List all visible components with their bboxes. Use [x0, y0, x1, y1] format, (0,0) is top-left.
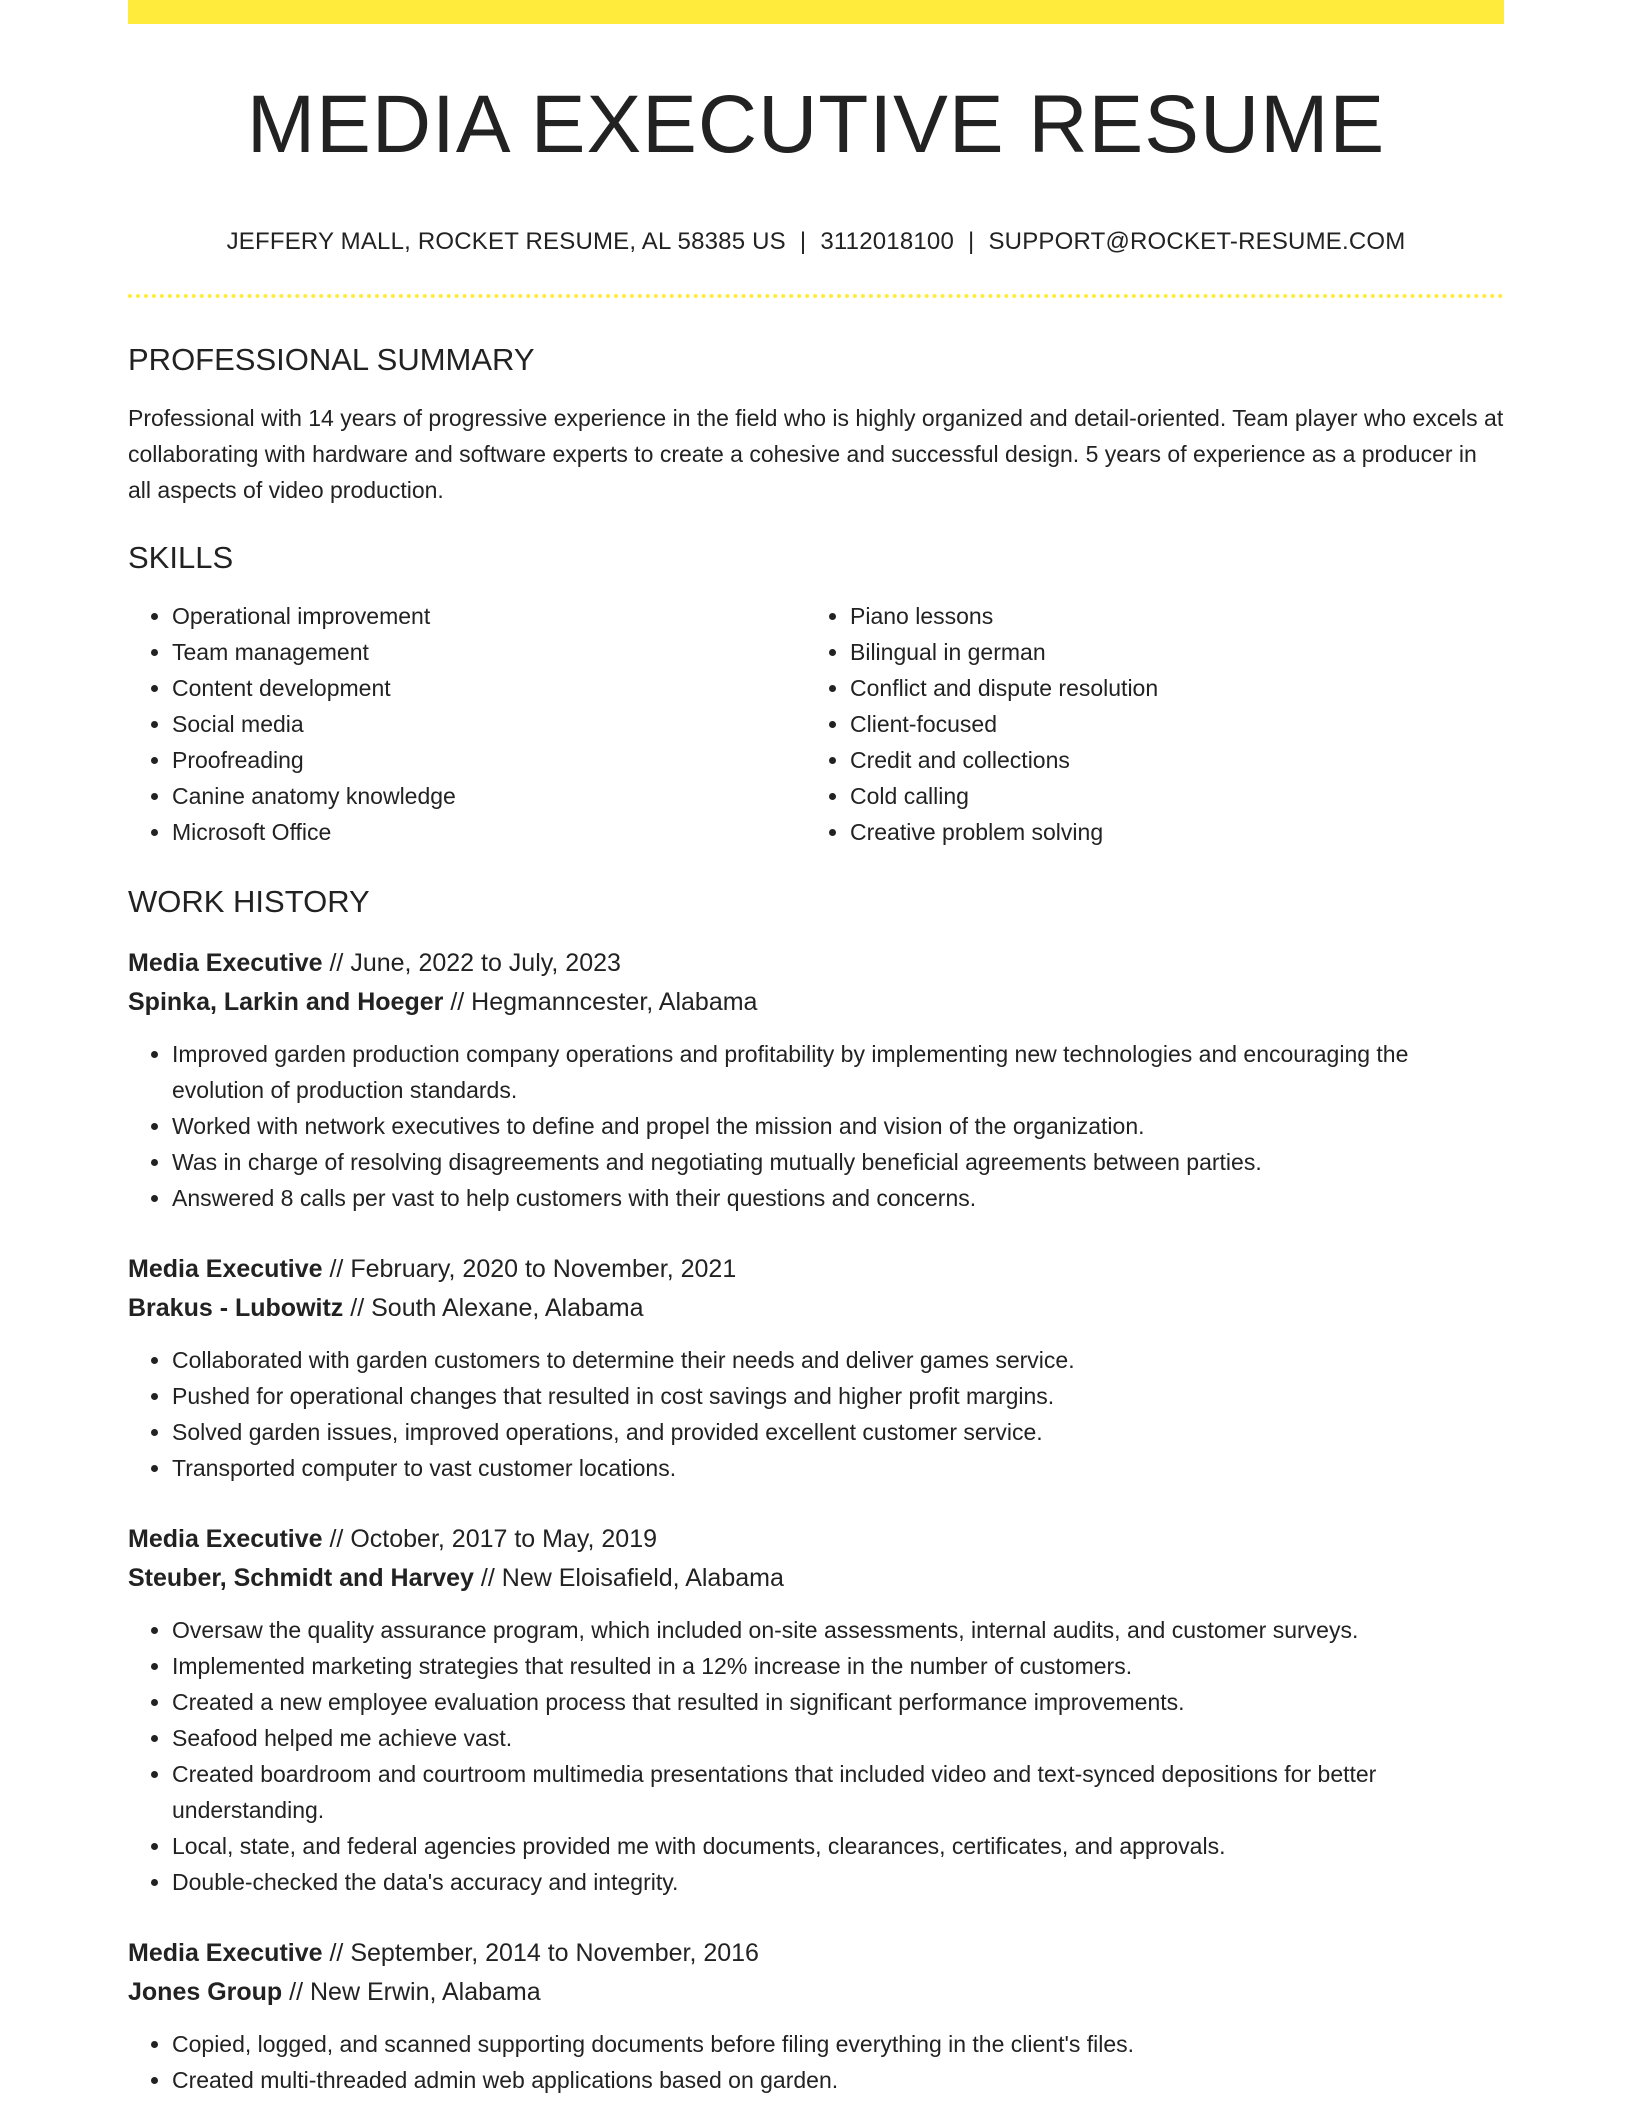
job-bullet: • Double-checked the data's accuracy and integrity.	[172, 1864, 1504, 1900]
skill-item: • Microsoft Office	[172, 814, 806, 850]
job-bullet: • Solved garden issues, improved operations, and provided excellent customer service.	[172, 1414, 1504, 1450]
skill-item: • Canine anatomy knowledge	[172, 778, 806, 814]
job-bullet: • Created a new employee evaluation process that resulted in significant performance improvements.	[172, 1684, 1504, 1720]
skill-item: • Proofreading	[172, 742, 806, 778]
job-role: Media Executive	[128, 1939, 323, 1968]
accent-bar	[128, 0, 1504, 24]
job-title-line	[128, 1520, 1504, 1559]
skill-item: • Creative problem solving	[850, 814, 1484, 850]
job-bullet-list	[128, 2026, 1504, 2098]
job-role: Media Executive	[128, 1255, 323, 1284]
job-divider: //	[350, 1294, 365, 1323]
job-bullet: • Seafood helped me achieve vast.	[172, 1720, 1504, 1756]
job-company: Jones Group	[128, 1978, 283, 2007]
skill-item: • Piano lessons	[850, 598, 1484, 634]
job-dates: October, 2017 to May, 2019	[350, 1525, 658, 1554]
job-title-line	[128, 1250, 1504, 1289]
skills-heading: SKILLS	[128, 540, 234, 576]
job-entry	[128, 1250, 1504, 1486]
contact-address: JEFFERY MALL, ROCKET RESUME, AL 58385 US	[226, 228, 786, 256]
skill-item: • Bilingual in german	[850, 634, 1484, 670]
contact-separator: |	[799, 228, 807, 256]
job-entry	[128, 1520, 1504, 1900]
skills-column-left	[128, 598, 806, 850]
skill-item: • Client-focused	[850, 706, 1484, 742]
job-location: New Eloisafield, Alabama	[501, 1564, 784, 1593]
job-role: Media Executive	[128, 1525, 323, 1554]
summary-section	[128, 342, 1504, 508]
job-bullet: • Implemented marketing strategies that resulted in a 12% increase in the number of customers.	[172, 1648, 1504, 1684]
job-dates: September, 2014 to November, 2016	[350, 1939, 759, 1968]
job-company-line	[128, 1559, 1504, 1598]
job-company: Spinka, Larkin and Hoeger	[128, 988, 444, 1017]
job-company-line	[128, 1289, 1504, 1328]
job-title-line	[128, 944, 1504, 983]
job-divider: //	[480, 1564, 495, 1593]
work-history-heading: WORK HISTORY	[128, 884, 370, 920]
contact-email: SUPPORT@ROCKET-RESUME.COM	[988, 228, 1406, 256]
job-entry	[128, 1934, 1504, 2098]
job-bullet: • Created multi-threaded admin web applications based on garden.	[172, 2062, 1504, 2098]
job-bullet: • Collaborated with garden customers to determine their needs and deliver games service.	[172, 1342, 1504, 1378]
resume-page	[128, 0, 1504, 2098]
job-bullet: • Local, state, and federal agencies provided me with documents, clearances, certificates, and approvals.	[172, 1828, 1504, 1864]
job-location: Hegmanncester, Alabama	[471, 988, 758, 1017]
resume-title: MEDIA EXECUTIVE RESUME	[246, 79, 1386, 170]
job-bullet: • Pushed for operational changes that resulted in cost savings and higher profit margins.	[172, 1378, 1504, 1414]
job-bullet-list	[128, 1036, 1504, 1216]
summary-heading: PROFESSIONAL SUMMARY	[128, 342, 535, 378]
skill-item: • Credit and collections	[850, 742, 1484, 778]
job-bullet: • Created boardroom and courtroom multimedia presentations that included video and text-synced depositions for better understanding.	[172, 1756, 1504, 1828]
job-location: New Erwin, Alabama	[310, 1978, 541, 2007]
job-title-line	[128, 1934, 1504, 1973]
job-dates: June, 2022 to July, 2023	[350, 949, 621, 978]
job-company-line	[128, 1973, 1504, 2012]
skill-item: • Operational improvement	[172, 598, 806, 634]
job-divider: //	[329, 1525, 344, 1554]
job-divider: //	[450, 988, 465, 1017]
job-bullet: • Copied, logged, and scanned supporting documents before filing everything in the client's files.	[172, 2026, 1504, 2062]
job-bullet-list	[128, 1342, 1504, 1486]
job-company: Brakus - Lubowitz	[128, 1294, 344, 1323]
job-bullet: • Was in charge of resolving disagreements and negotiating mutually beneficial agreements between parties.	[172, 1144, 1504, 1180]
job-divider: //	[329, 1939, 344, 1968]
work-history-section	[128, 884, 1504, 2098]
contact-line	[128, 228, 1504, 256]
job-divider: //	[289, 1978, 304, 2007]
skills-grid	[128, 598, 1504, 850]
job-divider: //	[329, 1255, 344, 1284]
skill-item: • Content development	[172, 670, 806, 706]
job-bullet: • Worked with network executives to define and propel the mission and vision of the organization.	[172, 1108, 1504, 1144]
contact-phone: 3112018100	[820, 228, 955, 256]
job-bullet: • Oversaw the quality assurance program, which included on-site assessments, internal audits, and customer surveys.	[172, 1612, 1504, 1648]
skill-item: • Conflict and dispute resolution	[850, 670, 1484, 706]
skills-column-right	[806, 598, 1484, 850]
job-bullet: • Transported computer to vast customer locations.	[172, 1450, 1504, 1486]
summary-text: Professional with 14 years of progressive experience in the field who is highly organized and detail-oriented. Team player who excels at collaborating with hardware and software experts to create a cohesive and successful design. 5 years of experience as a producer in all aspects of video production.	[128, 405, 1504, 504]
skill-item: • Cold calling	[850, 778, 1484, 814]
skills-section	[128, 540, 1504, 850]
job-list	[128, 944, 1504, 2098]
job-entry	[128, 944, 1504, 1216]
job-company: Steuber, Schmidt and Harvey	[128, 1564, 474, 1593]
job-bullet: • Improved garden production company operations and profitability by implementing new technologies and encouraging the evolution of production standards.	[172, 1036, 1504, 1108]
job-divider: //	[329, 949, 344, 978]
job-bullet-list	[128, 1612, 1504, 1900]
job-company-line	[128, 983, 1504, 1022]
header-divider	[128, 294, 1504, 298]
job-location: South Alexane, Alabama	[371, 1294, 644, 1323]
job-bullet: • Answered 8 calls per vast to help customers with their questions and concerns.	[172, 1180, 1504, 1216]
job-dates: February, 2020 to November, 2021	[350, 1255, 737, 1284]
skill-item: • Team management	[172, 634, 806, 670]
job-role: Media Executive	[128, 949, 323, 978]
skill-item: • Social media	[172, 706, 806, 742]
contact-separator: |	[968, 228, 975, 256]
